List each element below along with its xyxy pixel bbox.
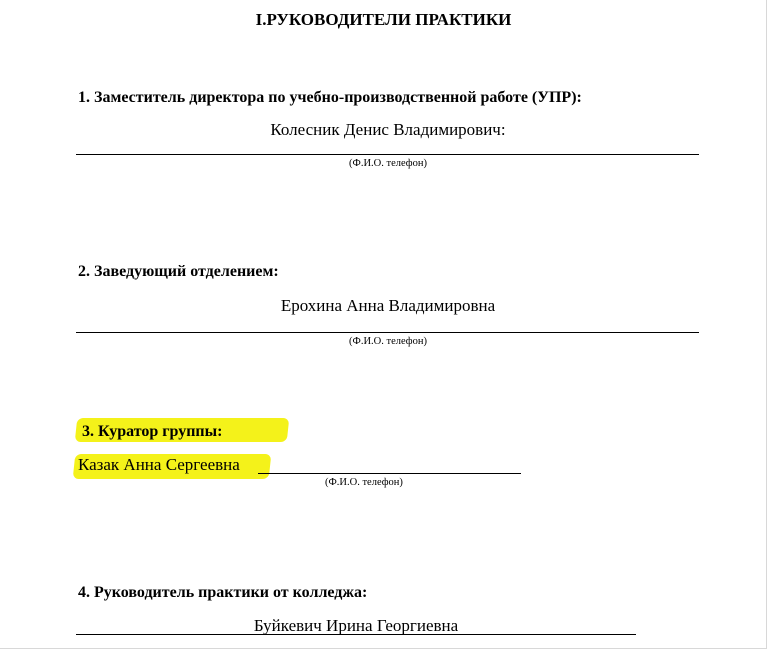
item-1-heading: 1. Заместитель директора по учебно-производственной работе (УПР): xyxy=(78,89,582,106)
item-4-heading: 4. Руководитель практики от колледжа: xyxy=(78,584,368,601)
item-3-heading: 3. Куратор группы: xyxy=(82,423,223,440)
item-2-heading: 2. Заведующий отделением: xyxy=(78,263,279,280)
item-1-underline xyxy=(76,154,699,155)
item-1-value: Колесник Денис Владимирович: xyxy=(270,120,506,139)
item-2-value: Ерохина Анна Владимировна xyxy=(280,296,496,315)
item-3-value: Казак Анна Сергеевна xyxy=(78,455,240,474)
item-3-caption: (Ф.И.О. телефон) xyxy=(325,477,403,488)
section-title: I.РУКОВОДИТЕЛИ ПРАКТИКИ xyxy=(255,10,512,29)
item-3-underline xyxy=(258,473,521,474)
item-4-value: Буйкевич Ирина Георгиевна xyxy=(253,616,459,635)
item-1-caption: (Ф.И.О. телефон) xyxy=(349,158,427,169)
item-2-caption: (Ф.И.О. телефон) xyxy=(349,336,427,347)
item-2-underline xyxy=(76,332,699,333)
item-4-underline xyxy=(76,634,636,635)
